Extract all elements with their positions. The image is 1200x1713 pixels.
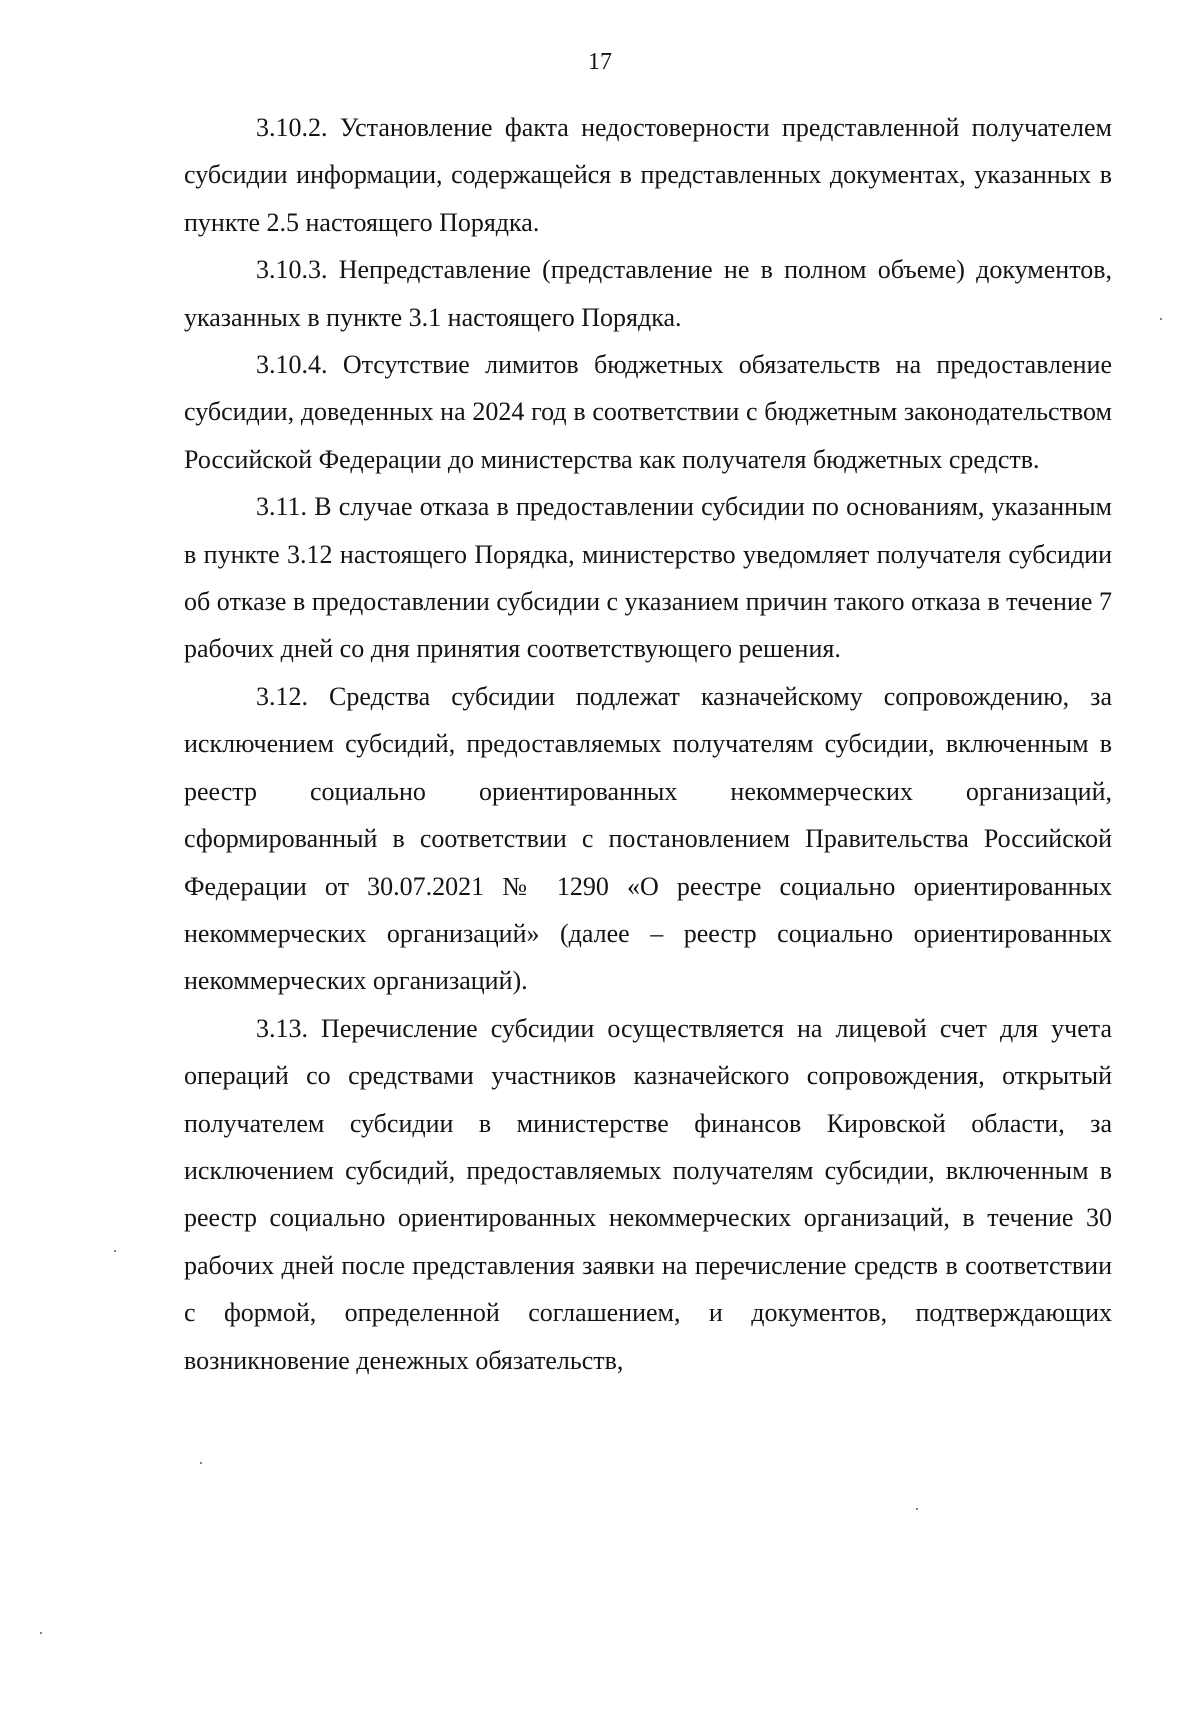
scan-speck — [114, 1250, 116, 1252]
paragraph-3-10-4: 3.10.4. Отсутствие лимитов бюджетных обязательств на предоставление субсидии, доведенных на 2024 год в соответствии с бюджетным законодательством Российской Федерации до министерства как получателя бюджетных средств. — [184, 350, 1112, 474]
scan-speck — [200, 1462, 202, 1464]
paragraph-3-13: 3.13. Перечисление субсидии осуществляется на лицевой счет для учета операций со средствами участников казначейского сопровождения, открытый получателем субсидии в министерстве финансов Кировской области, за исключением субсидий, предоставляемых получателям субсидии, включенным в реестр социально ориентированных некоммерческих организаций, в течение 30 рабочих дней после представления заявки на перечисление средств в соответствии с формой, определенной соглашением, и документов, подтверждающих возникновение денежных обязательств, — [184, 1013, 1112, 1375]
paragraph-3-10-3: 3.10.3. Непредставление (представление не в полном объеме) документов, указанных в пункте 3.1 настоящего Порядка. — [184, 255, 1112, 332]
document-body — [184, 104, 1112, 1384]
scan-speck — [40, 1632, 42, 1634]
scan-speck — [1160, 318, 1162, 320]
paragraph-3-11: 3.11. В случае отказа в предоставлении субсидии по основаниям, указанным в пункте 3.12 настоящего Порядка, министерство уведомляет получателя субсидии об отказе в предоставлении субсидии с указанием причин такого отказа в течение 7 рабочих дней со дня принятия соответствующего решения. — [184, 492, 1112, 664]
scan-speck — [916, 1508, 918, 1510]
paragraph-3-12: 3.12. Средства субсидии подлежат казначейскому сопровождению, за исключением субсидий, предоставляемых получателям субсидии, включенным в реестр социально ориентированных некоммерческих организаций, сформированный в соответствии с постановлением Правительства Российской Федерации от 30.07.2021 № 1290 «О реестре социально ориентированных некоммерческих организаций» (далее – реестр социально ориентированных некоммерческих организаций). — [184, 681, 1112, 996]
paragraph-3-10-2: 3.10.2. Установление факта недостоверности представленной получателем субсидии информации, содержащейся в представленных документах, указанных в пункте 2.5 настоящего Порядка. — [184, 113, 1112, 237]
page-number: 17 — [588, 49, 612, 75]
